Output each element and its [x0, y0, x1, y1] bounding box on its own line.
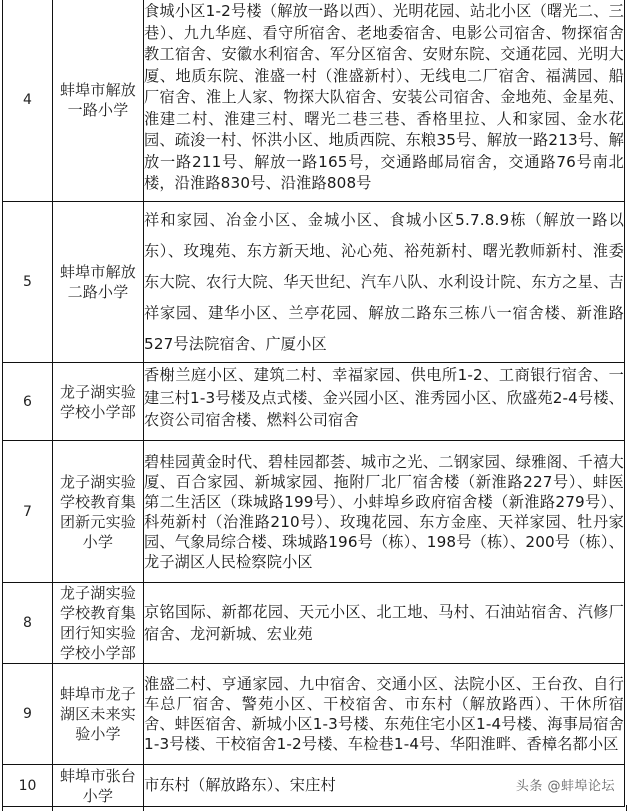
school-name: 蚌埠市解放二路小学 — [53, 202, 144, 363]
row-number: 6 — [3, 363, 53, 441]
catchment-area: 淮盛二村、亨通家园、九中宿舍、交通小区、法院小区、王台孜、自行车总厂宿舍、警苑小区、干校宿舍、市东村（解放路西）、干休所宿舍、蚌医宿舍、新城小区1-3号楼、东苑住宅小区1-4号楼、海事局宿舍1-3号楼、干校宿舍1-2号楼、车检巷1-4号、华阳淮畔、香樟名都小区 — [144, 664, 625, 765]
divider — [143, 805, 144, 811]
school-name: 蚌埠市龙子湖区未来实验小学 — [53, 664, 144, 765]
watermark: 头条 @蚌埠论坛 — [516, 775, 615, 794]
table-row — [3, 202, 625, 363]
row-number: 4 — [3, 0, 53, 202]
table-row — [3, 664, 625, 765]
school-name: 蚌埠市解放一路小学 — [53, 0, 144, 202]
catchment-area: 京铭国际、新都花园、天元小区、北工地、马村、石油站宿舍、汽修厂宿舍、龙河新城、宏业苑 — [144, 583, 625, 664]
table-row — [3, 0, 625, 202]
catchment-area: 市东村（解放路东）、宋庄村 — [144, 765, 625, 807]
table-row — [3, 363, 625, 441]
school-name: 龙子湖实验学校教育集团新元实验小学 — [53, 441, 144, 583]
school-name: 龙子湖实验学校教育集团行知实验学校小学部 — [53, 583, 144, 664]
row-number: 5 — [3, 202, 53, 363]
next-row-partial — [2, 805, 627, 811]
divider — [52, 805, 53, 811]
school-name: 龙子湖实验学校小学部 — [53, 363, 144, 441]
row-number: 8 — [3, 583, 53, 664]
catchment-area: 食城小区1-2号楼（解放一路以西）、光明花园、站北小区（曙光二、三巷）、九九华庭、看守所宿舍、老地委宿舍、电影公司宿舍、物探宿舍教工宿舍、安徽水利宿舍、军分区宿舍、安财东院、交通花园、光明大厦、地质东院、淮盛一村（淮盛新村）、无线电二厂宿舍、福满园、船厂宿舍、淮上人家、物探大队宿舍、安装公司宿舍、金地苑、金星苑、淮建二村、淮建三村、曙光二巷三巷、香格里拉、人和家园、金水花园、疏浚一村、怀洪小区、地质西院、东粮35号、解放一路213号、解放一路211号、解放一路165号，交通路邮局宿舍，交通路76号南北楼，沿淮路830号、沿淮路808号 — [144, 0, 625, 202]
catchment-area: 祥和家园、冶金小区、金城小区、食城小区5.7.8.9栋（解放一路以东）、玫瑰苑、东方新天地、沁心苑、裕苑新村、曙光教师新村、淮委东大院、农行大院、华天世纪、汽车八队、水利设计院、东方之星、吉祥家园、建华小区、兰亭花园、解放二路东三栋八一宿舍楼、新淮路527号法院宿舍、广厦小区 — [144, 202, 625, 363]
row-number: 10 — [3, 765, 53, 807]
school-zone-table — [2, 0, 625, 807]
table-row — [3, 583, 625, 664]
table-row — [3, 441, 625, 583]
school-name: 蚌埠市张台小学 — [53, 765, 144, 807]
row-number: 7 — [3, 441, 53, 583]
row-number: 9 — [3, 664, 53, 765]
catchment-area: 香榭兰庭小区、建筑二村、幸福家园、供电所1-2、工商银行宿舍、一建三村1-3号楼及点式楼、金兴园小区、淮秀园小区、欣盛苑2-4号楼、农资公司宿舍楼、燃料公司宿舍 — [144, 363, 625, 441]
catchment-area: 碧桂园黄金时代、碧桂园都荟、城市之光、二钢家园、绿雅阁、千禧大厦、百合家园、新城家园、拖附厂北厂宿舍楼（新淮路227号）、蚌医第二生活区（珠城路199号）、小蚌埠乡政府宿舍楼（新淮路279号）、科苑新村（治淮路210号）、玫瑰花园、东方金座、天祥家园、牡丹家园、气象局综合楼、珠城路196号（栋）、198号（栋）、200号（栋）、龙子湖区人民检察院小区 — [144, 441, 625, 583]
